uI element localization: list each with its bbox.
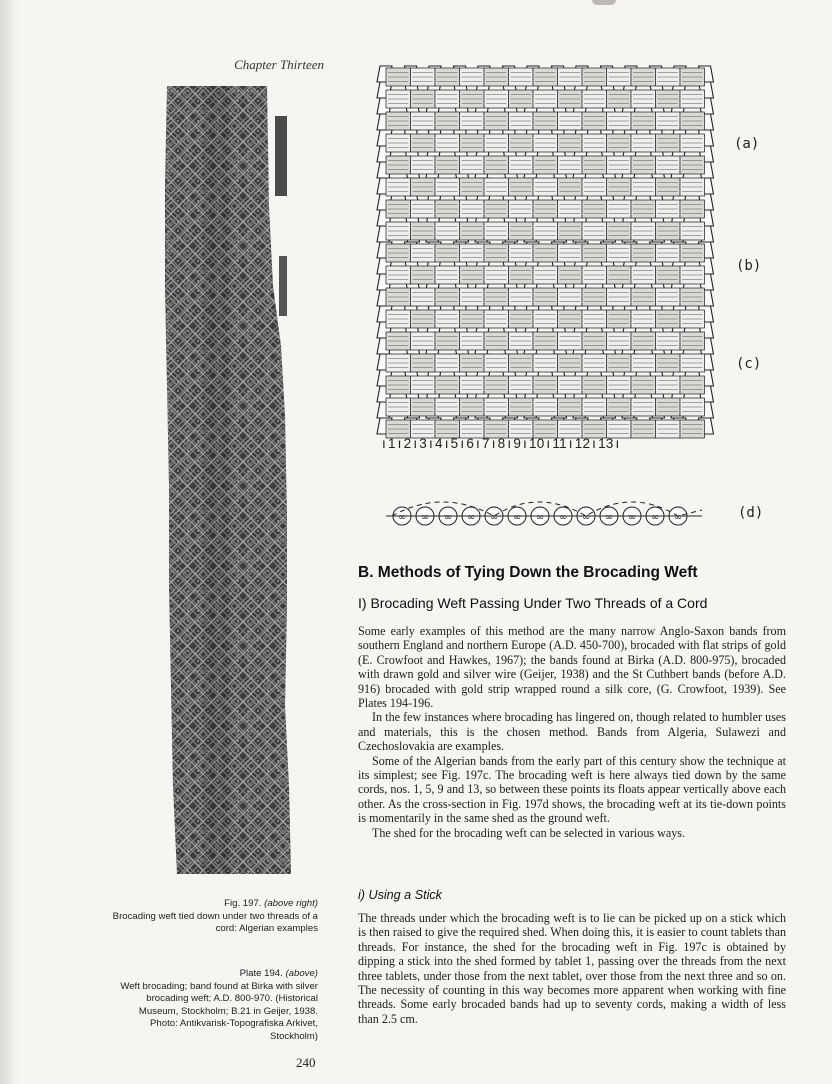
- subsubsection-heading: i) Using a Stick: [358, 888, 442, 902]
- cord-number: 7: [481, 436, 490, 451]
- body-text-block-2: [358, 911, 786, 1026]
- plate-194-position: (above): [285, 968, 318, 979]
- binding-mark: [592, 0, 616, 5]
- fig-197-position: (above right): [264, 898, 318, 909]
- plate-194-photo: [163, 86, 293, 874]
- fig-197-caption: [112, 898, 318, 936]
- paragraph: The shed for the brocading weft can be selected in various ways.: [372, 825, 685, 840]
- fig-label-c: (c): [736, 356, 762, 372]
- cord-number: 12: [574, 436, 591, 451]
- fig-label-d: (d): [738, 505, 764, 521]
- body-text-block-1: [358, 624, 786, 840]
- cord-number: 11: [552, 436, 567, 451]
- cord-section-glyph: ∞: [397, 512, 407, 523]
- paragraph: In the few instances where brocading has lingered on, though related to humbler uses and materials, this is the chosen method. Bands from Algeria, Sulawezi and Czechoslovakia are examples.: [358, 710, 786, 754]
- subsection-heading: I) Brocading Weft Passing Under Two Threads of a Cord: [358, 595, 708, 611]
- fig-197-lead: Fig. 197.: [224, 898, 262, 909]
- cord-section-glyph: ∞: [558, 512, 568, 523]
- cord-section-glyph: ∞: [604, 512, 614, 523]
- cord-number: 9: [513, 436, 522, 451]
- page-number: 240: [296, 1055, 316, 1070]
- plate-194-text: Weft brocading; band found at Birka with silver brocading weft; A.D. 800-970. (Historical Museum, Stockholm; B.21 in Geijer, 1938. Photo: Antikvarisk-Topografiska Arkivet, Stockholm): [120, 980, 318, 1042]
- fig-label-a: (a): [734, 136, 760, 152]
- fig-197-text: Brocading weft tied down under two threads of a cord: Algerian examples: [112, 910, 318, 935]
- cord-section-glyph: ∞: [650, 512, 660, 523]
- cord-number: 10: [529, 436, 545, 451]
- cord-number-row: ı 1 ı 2 ı 3 ı 4 ı 5 ı 6 ı 7 ı 8 ı 9 ı 10 ı 11 ı 12 ı 13 ı: [382, 436, 620, 451]
- running-head: Chapter Thirteen: [234, 57, 324, 72]
- cord-section-glyph: ∞: [535, 512, 545, 523]
- cord-section-glyph: ∞: [627, 512, 637, 523]
- cord-section-glyph: ∞: [512, 512, 522, 523]
- cord-number: 2: [403, 436, 412, 451]
- cord-number: 1: [387, 436, 396, 451]
- cord-section-glyph: ∞: [466, 512, 476, 523]
- cord-section-glyph: ∞: [489, 512, 499, 523]
- paragraph: The threads under which the brocading weft is to lie can be picked up on a stick which is then raised to give the required shed. When doing this, it is easier to count tablets than threads. For instance, the shed for the brocading weft in Fig. 197c is obtained by dipping a stick into the shed formed by tablet 1, passing over the threads from the next three tablets, under those from the next tablet, over those from the next three and so on. The necessity of counting in this way becomes more apparent when working with fine threads. Some early brocaded bands had up to seventy cords, making a width of less than 2.5 cm.: [358, 911, 786, 1026]
- paragraph: Some of the Algerian bands from the early part of this century show the technique at its simplest; see Fig. 197c. The brocading weft is here always tied down by the same cords, nos. 1, 5, 9 and 13, so between these points its floats appear vertically above each other. As the cross-section in Fig. 197d shows, the brocading weft at its tie-down points is momentarily in the same shed as the ground weft.: [358, 753, 786, 826]
- cord-section-glyph: ∞: [420, 512, 430, 523]
- cord-number: 8: [497, 436, 506, 451]
- cord-number: 6: [466, 436, 475, 451]
- cord-number: 3: [419, 436, 428, 451]
- cord-number: 5: [450, 436, 459, 451]
- cord-number: 13: [598, 436, 614, 451]
- fig-197-drawing: [372, 58, 812, 528]
- cord-section-glyph: ∞: [581, 512, 591, 523]
- cord-section-glyph: ∞: [443, 512, 453, 523]
- plate-194-lead: Plate 194.: [239, 968, 283, 979]
- page-gutter-shadow: [0, 0, 18, 1084]
- fig-label-b: (b): [736, 258, 762, 274]
- cord-number: 4: [434, 436, 443, 451]
- plate-194-caption: [112, 968, 318, 1044]
- cord-section-glyph: ∞: [673, 512, 683, 523]
- paragraph: Some early examples of this method are the many narrow Anglo-Saxon bands from southern England and northern Europe (A.D. 450-700), brocaded with flat strips of gold (E. Crowfoot and Hawkes, 1967); the bands found at Birka (A.D. 800-975), brocaded with drawn gold and silver wire (Geijer, 1938) and the St Cuthbert bands (before A.D. 916) brocaded with gold strip wrapped round a silk core, (G. Crowfoot, 1939). See Plates 194-196.: [358, 624, 786, 711]
- section-heading: B. Methods of Tying Down the Brocading Weft: [358, 564, 698, 581]
